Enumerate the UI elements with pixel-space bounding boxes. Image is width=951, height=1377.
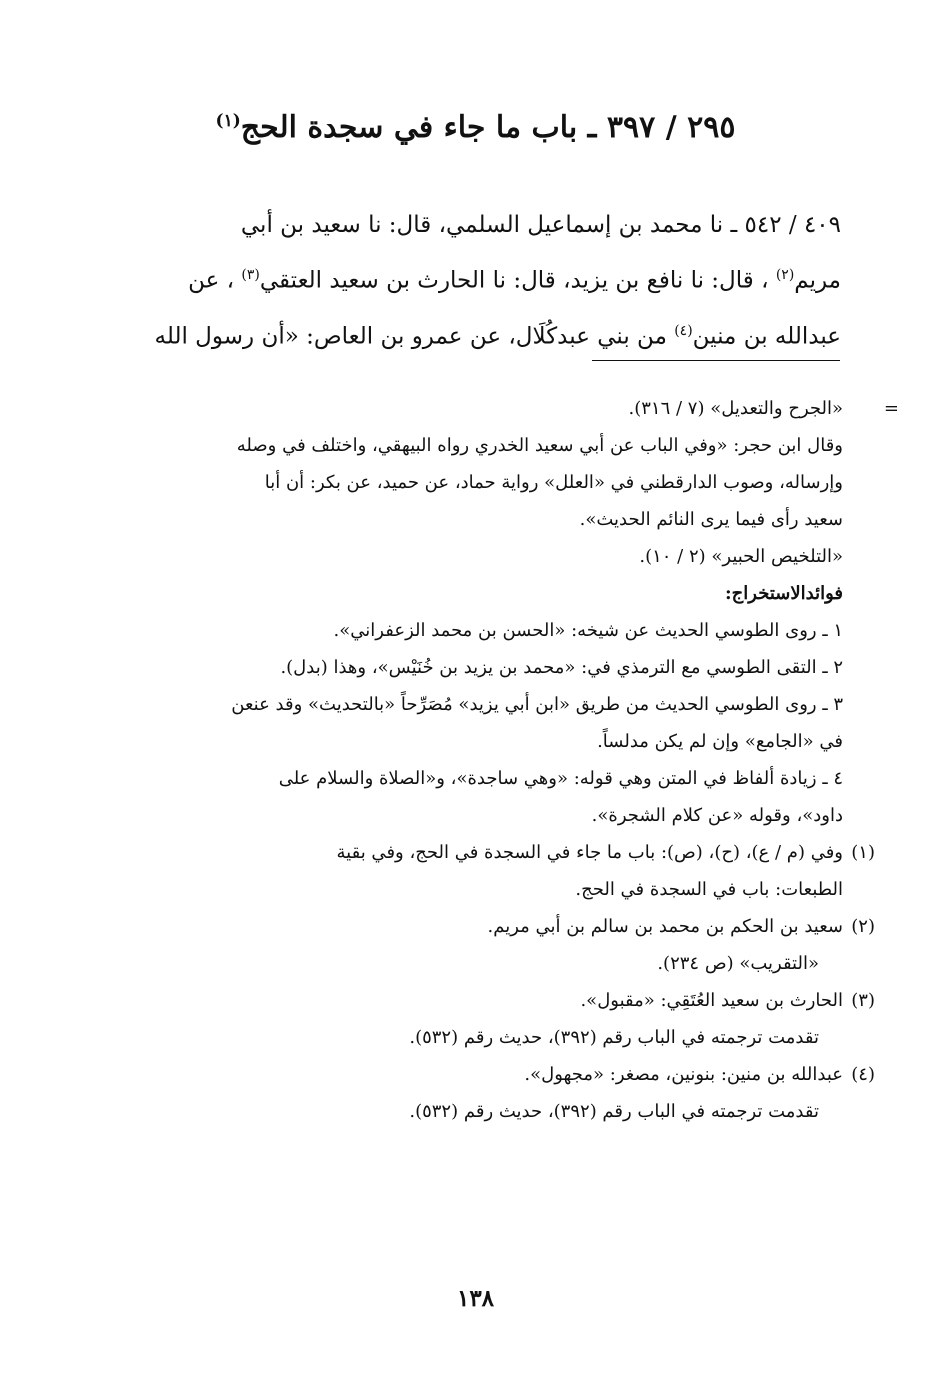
footnote-2 [116, 908, 875, 945]
footnote-2-cont: «التقريب» (ص ٢٣٤). [657, 953, 819, 974]
chapter-title [0, 96, 951, 153]
note-line: سعيد رأى فيما يرى النائم الحديث». [579, 509, 843, 530]
continuation-marker: = [883, 398, 899, 419]
hadith-line-2 [110, 250, 841, 306]
footnote-1 [116, 834, 875, 871]
footnotes [116, 390, 899, 1130]
chapter-title-text: ٢٩٥ / ٣٩٧ ـ باب ما جاء في سجدة الحج [240, 110, 736, 145]
title-footnote-ref: (١) [215, 111, 241, 131]
benefits-heading: فوائدالاستخراج: [725, 583, 843, 604]
benefit-item-cont: في «الجامع» وإن لم يكن مدلساً. [597, 731, 843, 752]
hadith-line-2-a: مريم [794, 267, 841, 294]
footnote-number: (٢) [851, 916, 875, 937]
footnote-3-cont: تقدمت ترجمته في الباب رقم (٣٩٢)، حديث رقم (٥٣٢). [409, 1027, 819, 1048]
footnote-text: سعيد بن الحكم بن محمد بن سالم بن أبي مريم. [487, 916, 843, 937]
benefit-item: ٣ ـ روى الطوسي الحديث من طريق «ابن أبي يزيد» مُصَرِّحاً «بالتحديث» وقد عنعن [231, 694, 843, 715]
footnote-number: (٤) [851, 1064, 875, 1085]
note-line [116, 390, 899, 427]
hadith-line-2-c: ، عن [188, 267, 242, 294]
hadith-line-1: ٤٠٩ / ٥٤٢ ـ نا محمد بن إسماعيل السلمي، قال: نا سعيد بن أبي [240, 212, 841, 238]
footnote-text: وفي (م / ع)، (ح)، (ص): باب ما جاء في السجدة في الحج، وفي بقية [336, 842, 843, 863]
footnote-ref-3: (٣) [241, 267, 260, 283]
footnote-text: عبدالله بن منين: بنونين، مصغر: «مجهول». [524, 1064, 843, 1085]
hadith-line-2-b: ، قال: نا نافع بن يزيد، قال: نا الحارث بن سعيد العتقي [259, 267, 776, 294]
page-number: ١٣٨ [456, 1285, 495, 1312]
footnote-number: (٣) [851, 990, 875, 1011]
note-text: «الجرح والتعديل» (٧ / ٣١٦). [628, 398, 843, 419]
footnote-text: الحارث بن سعيد العُتَقِي: «مقبول». [580, 990, 843, 1011]
benefit-item: ٢ ـ التقى الطوسي مع الترمذي في: «محمد بن يزيد بن خُنَيْس»، وهذا (بدل). [280, 657, 843, 678]
footnote-4 [116, 1056, 875, 1093]
benefit-item-cont: داود»، وقوله «عن كلام الشجرة». [591, 805, 843, 826]
note-line: وإرساله، وصوب الدارقطني في «العلل» رواية حماد، عن حميد، عن بكر: أن أبا [264, 472, 843, 493]
benefit-item: ٤ ـ زيادة ألفاظ في المتن وهي قوله: «وهي ساجدة»، و«الصلاة والسلام على [278, 768, 843, 789]
footnote-1-cont: الطبعات: باب في السجدة في الحج. [575, 879, 843, 900]
footnote-ref-4: (٤) [674, 322, 693, 339]
hadith-line-3 [110, 306, 841, 362]
hadith-text [110, 200, 841, 361]
footnote-ref-2: (٢) [775, 267, 795, 283]
footnote-number: (١) [851, 842, 875, 863]
note-line: وقال ابن حجر: «وفي الباب عن أبي سعيد الخدري رواه البيهقي، واختلف في وصله [236, 435, 843, 456]
note-line: «التلخيص الحبير» (٢ / ١٠). [639, 546, 843, 567]
footnote-4-cont: تقدمت ترجمته في الباب رقم (٣٩٢)، حديث رقم (٥٣٢). [409, 1101, 819, 1122]
hadith-line-3-b: من بني عبدكُلَال، عن عمرو بن العاص: «أن رسول الله [154, 323, 675, 350]
footnote-separator [592, 360, 840, 361]
footnote-3 [116, 982, 875, 1019]
hadith-line-3-a: عبدالله بن منين [692, 323, 841, 350]
benefit-item: ١ ـ روى الطوسي الحديث عن شيخه: «الحسن بن محمد الزعفراني». [333, 620, 843, 641]
